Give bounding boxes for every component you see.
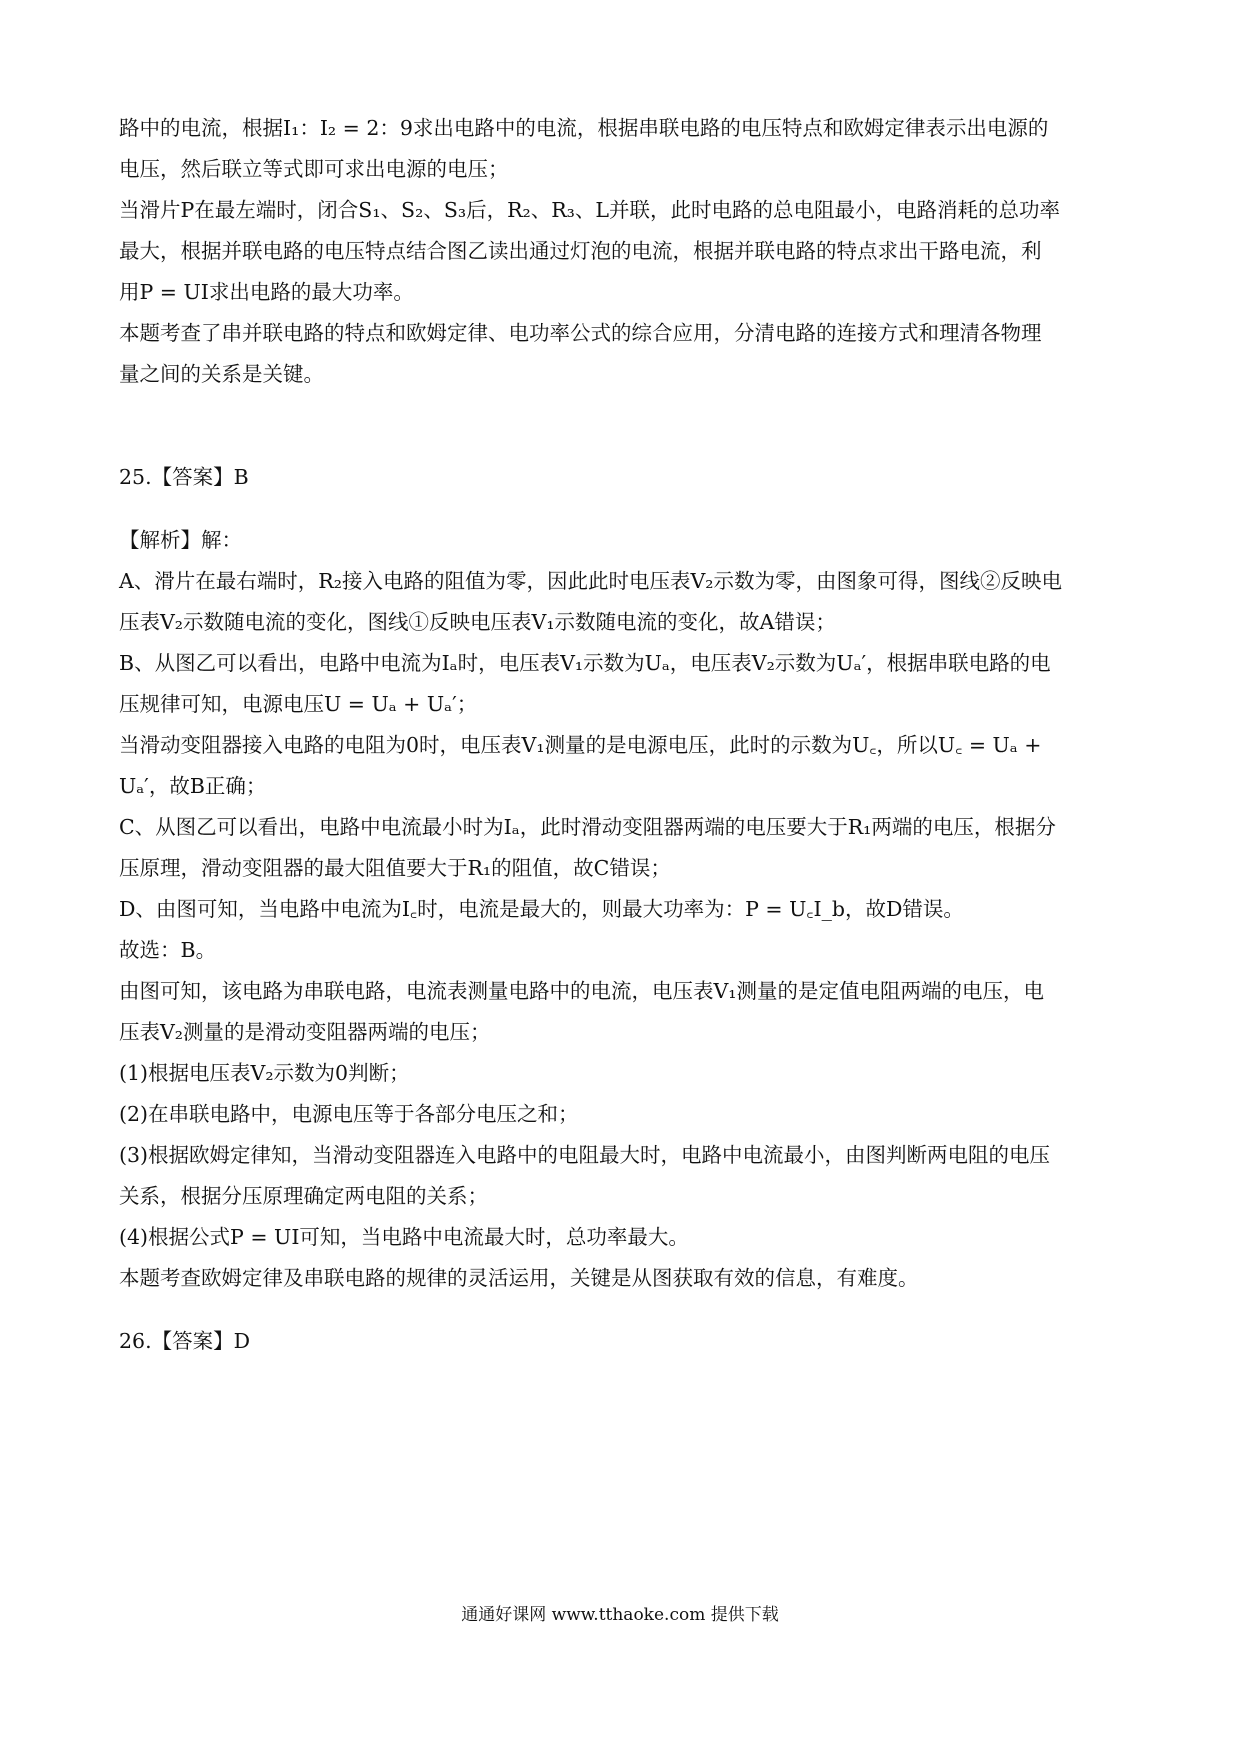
answer-25: 25.【答案】B bbox=[119, 465, 249, 489]
text-line: D、由图可知，当电路中电流为I꜀时，电流是最大的，则最大功率为：P = U꜀I_b，故D错误。 bbox=[119, 897, 964, 921]
text-line: C、从图乙可以看出，电路中电流最小时为Iₐ，此时滑动变阻器两端的电压要大于R₁两端的电压，根据分 bbox=[119, 815, 1056, 839]
analysis-heading: 【解析】解： bbox=[119, 528, 242, 552]
text-line: 由图可知，该电路为串联电路，电流表测量电路中的电流，电压表V₁测量的是定值电阻两端的电压，电 bbox=[119, 979, 1045, 1003]
page-footer: 通通好课网 www.tthaoke.com 提供下载 bbox=[461, 1605, 779, 1625]
text-line: 压原理，滑动变阻器的最大阻值要大于R₁的阻值，故C错误； bbox=[119, 856, 671, 880]
text-line: (2)在串联电路中，电源电压等于各部分电压之和； bbox=[119, 1102, 579, 1126]
page-content bbox=[119, 108, 1124, 1362]
text-line: 压规律可知，电源电压U = Uₐ + Uₐ′； bbox=[119, 692, 478, 716]
text-line: Uₐ′，故B正确； bbox=[119, 774, 267, 798]
text-line: 量之间的关系是关键。 bbox=[119, 362, 324, 386]
text-line: (4)根据公式P = UI可知，当电路中电流最大时，总功率最大。 bbox=[119, 1225, 689, 1249]
text-line: 用P = UI求出电路的最大功率。 bbox=[119, 280, 414, 304]
text-line: 压表V₂测量的是滑动变阻器两端的电压； bbox=[119, 1020, 491, 1044]
text-line: 关系，根据分压原理确定两电阻的关系； bbox=[119, 1184, 488, 1208]
text-line: A、滑片在最右端时，R₂接入电路的阻值为零，因此此时电压表V₂示数为零，由图象可得，图线②反映电 bbox=[119, 569, 1062, 593]
text-line: 最大，根据并联电路的电压特点结合图乙读出通过灯泡的电流，根据并联电路的特点求出干路电流，利 bbox=[119, 239, 1042, 263]
text-line: (1)根据电压表V₂示数为0判断； bbox=[119, 1061, 410, 1085]
text-line: B、从图乙可以看出，电路中电流为Iₐ时，电压表V₁示数为Uₐ，电压表V₂示数为Uₐ′，根据串联电路的电 bbox=[119, 651, 1051, 675]
text-line: (3)根据欧姆定律知，当滑动变阻器连入电路中的电阻最大时，电路中电流最小，由图判断两电阻的电压 bbox=[119, 1143, 1051, 1167]
text-line: 路中的电流，根据I₁：I₂ = 2：9求出电路中的电流，根据串联电路的电压特点和欧姆定律表示出电源的 bbox=[119, 116, 1049, 140]
text-line: 本题考查了串并联电路的特点和欧姆定律、电功率公式的综合应用，分清电路的连接方式和理清各物理 bbox=[119, 321, 1042, 345]
text-line: 压表V₂示数随电流的变化，图线①反映电压表V₁示数随电流的变化，故A错误； bbox=[119, 610, 836, 634]
text-line: 电压，然后联立等式即可求出电源的电压； bbox=[119, 157, 509, 181]
text-line: 本题考查欧姆定律及串联电路的规律的灵活运用，关键是从图获取有效的信息，有难度。 bbox=[119, 1266, 919, 1290]
answer-26: 26.【答案】D bbox=[119, 1329, 251, 1353]
text-line: 故选：B。 bbox=[119, 938, 217, 962]
text-line: 当滑片P在最左端时，闭合S₁、S₂、S₃后，R₂、R₃、L并联，此时电路的总电阻最小，电路消耗的总功率 bbox=[119, 198, 1060, 222]
text-line: 当滑动变阻器接入电路的电阻为0时，电压表V₁测量的是电源电压，此时的示数为U꜀，所以U꜀ = Uₐ + bbox=[119, 733, 1042, 757]
